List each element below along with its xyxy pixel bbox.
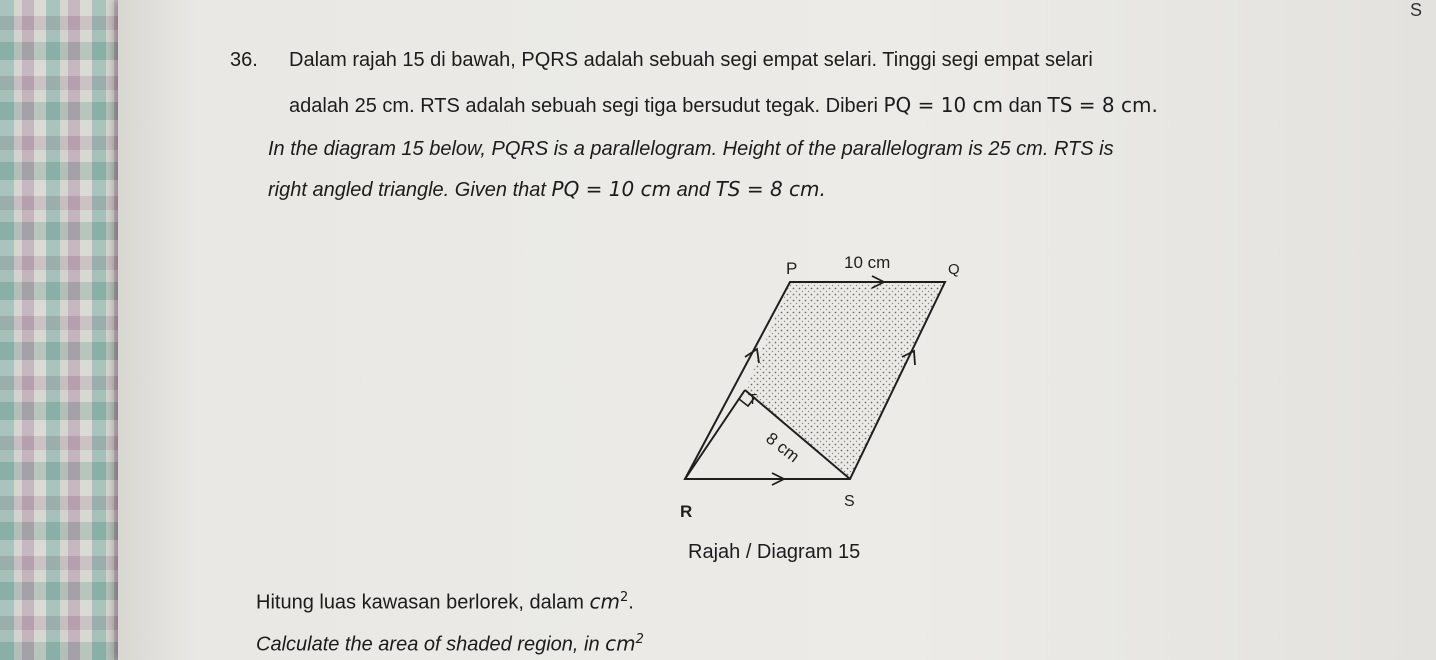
parallelogram-diagram (660, 245, 980, 530)
label-p: P (786, 259, 798, 278)
task-malay (256, 586, 634, 615)
label-q: Q (948, 261, 960, 278)
malay-line-2-text: adalah 25 cm. RTS adalah sebuah segi tiga bersudut tegak. Diberi (289, 95, 884, 117)
english-line-2-conjunction: and (671, 179, 716, 201)
task-english-unit: cm (605, 631, 636, 656)
label-s: S (844, 493, 855, 510)
malay-ts-value: TS = 8 cm. (1047, 93, 1158, 117)
label-t: T (748, 391, 758, 408)
question-malay-line-1: Dalam rajah 15 di bawah, PQRS adalah sebuah segi empat selari. Tinggi segi empat selari (289, 49, 1093, 71)
question-english-line-2 (268, 177, 826, 202)
tablecloth-background (0, 0, 125, 660)
question-malay-line-2 (289, 93, 1158, 118)
question-number: 36. (230, 49, 258, 71)
label-ts-length: 8 cm (762, 428, 804, 467)
task-malay-unit-exponent: 2 (620, 590, 629, 605)
malay-pq-value: PQ = 10 cm (883, 93, 1004, 117)
task-english-text: Calculate the area of shaded region, in (256, 633, 606, 656)
segment-rt (685, 390, 745, 479)
task-malay-unit: cm (589, 589, 620, 614)
english-pq-value: PQ = 10 cm (551, 177, 672, 201)
task-english (256, 628, 644, 657)
task-malay-period: . (628, 591, 634, 614)
page-corner-mark: S (1410, 0, 1423, 20)
diagram-caption: Rajah / Diagram 15 (688, 541, 861, 563)
english-ts-value: TS = 8 cm. (715, 177, 826, 201)
english-line-2-text: right angled triangle. Given that (268, 179, 552, 201)
label-r: R (680, 502, 693, 521)
task-english-unit-exponent: 2 (635, 632, 644, 647)
malay-line-2-conjunction: dan (1003, 95, 1048, 117)
task-malay-text: Hitung luas kawasan berlorek, dalam (256, 591, 590, 614)
label-top-length: 10 cm (844, 253, 891, 272)
question-english-line-1: In the diagram 15 below, PQRS is a parallelogram. Height of the parallelogram is 25 cm. RTS is (268, 138, 1114, 160)
